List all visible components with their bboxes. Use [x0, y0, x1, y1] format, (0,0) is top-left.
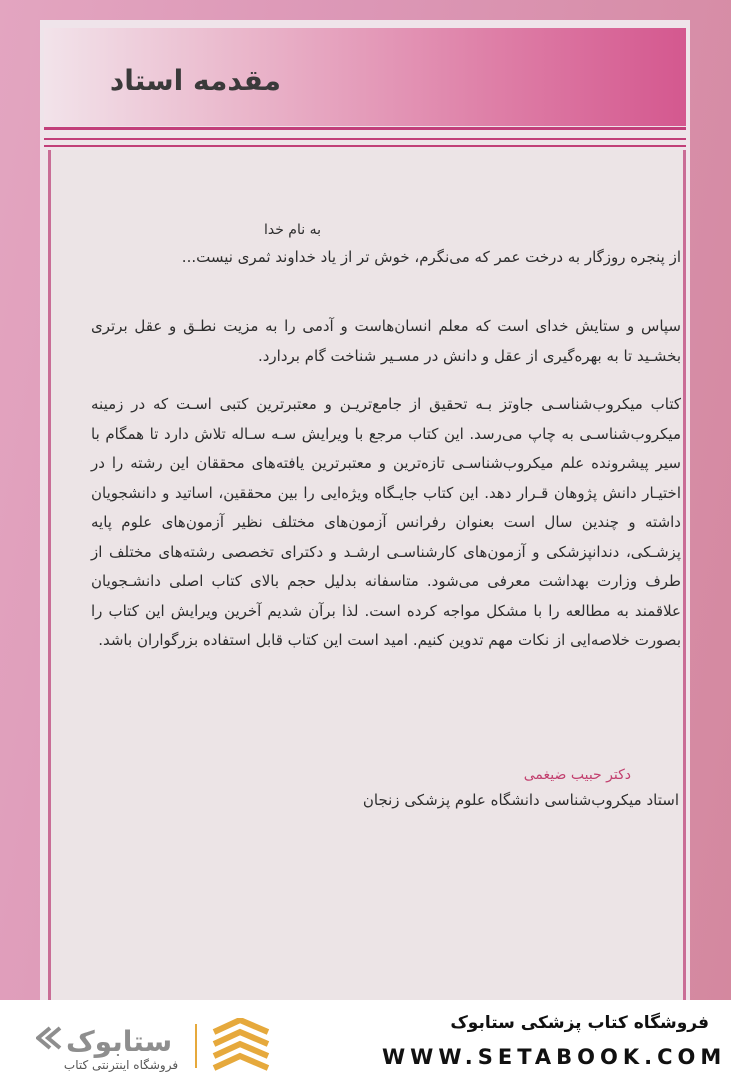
store-name: فروشگاه کتاب پزشکی ستابوک [450, 1013, 709, 1033]
divider-line [44, 138, 686, 140]
paragraph: سپاس و ستایش خدای است که معلم انسان‌هاست و آدمی را به مزیت نطـق و عقل برتری بخشـید تا به بهره‌گیری از عقل و دانش در مسـیر شناخت گام بردارد. [91, 317, 681, 365]
basmala: به نام خدا [263, 222, 321, 238]
divider-line [44, 127, 686, 130]
author-affiliation: استاد میکروب‌شناسی دانشگاه علوم پزشکی زنجان [362, 791, 679, 809]
paragraph: کتاب میکروب‌شناسـی جاوتز بـه تحقیق از جامع‌تریـن و معتبرترین کتبی اسـت که در زمینه میکروب‌شناسـی به چاپ می‌رسد. این کتاب مرجع با ویرایش سـه سـاله تلاش دارد تا همگام با سیر پیشرونده علم میکروب‌شناسـی تازه‌ترین و معتبرترین یافته‌های محققان این رشته را در اختیـار دانش پژوهان قـرار دهد. این کتاب جایـگاه ویژه‌ایی را بین محققین، اساتید و دانشجویان داشته و چندین سال است بعنوان رفرانس آزمون‌های مختلف نظیر آزمون‌های علوم پایه پزشـکی، دندانپزشکی و آزمون‌های کارشناسـی ارشـد و دکترای تخصصی رشته‌های مختلف از طرف وزارت بهداشت معرفی می‌شود. متاسفانه بدلیل حجم بالای کتاب اصلی دانشـجویان علاقمند به مطالعه را با مشکل مواجه کرده است. لذا برآن شدیم آخرین ویرایش این کتاب را بصورت خلاصه‌ایی از نکات مهم تدوین کنیم. امید است این کتاب قابل استفاده بزرگواران باشد. [91, 395, 681, 649]
book-stack-icon [214, 1020, 268, 1068]
paragraph: از پنجره روزگار به درخت عمر که می‌نگرم، خوش تر از یاد خداوند ثمری نیست... [181, 248, 681, 266]
author-name: دکتر حبیب ضیغمی [523, 767, 631, 783]
page-title: مقدمه استاد [109, 64, 281, 97]
brand-subtitle: فروشگاه اینترنتی کتاب [63, 1058, 179, 1072]
chevron-left-icon [38, 1028, 60, 1048]
divider-line [44, 145, 686, 147]
store-url[interactable]: WWW.SETABOOK.COM [382, 1045, 727, 1069]
brand-logo-text: ستابوک [66, 1025, 173, 1058]
